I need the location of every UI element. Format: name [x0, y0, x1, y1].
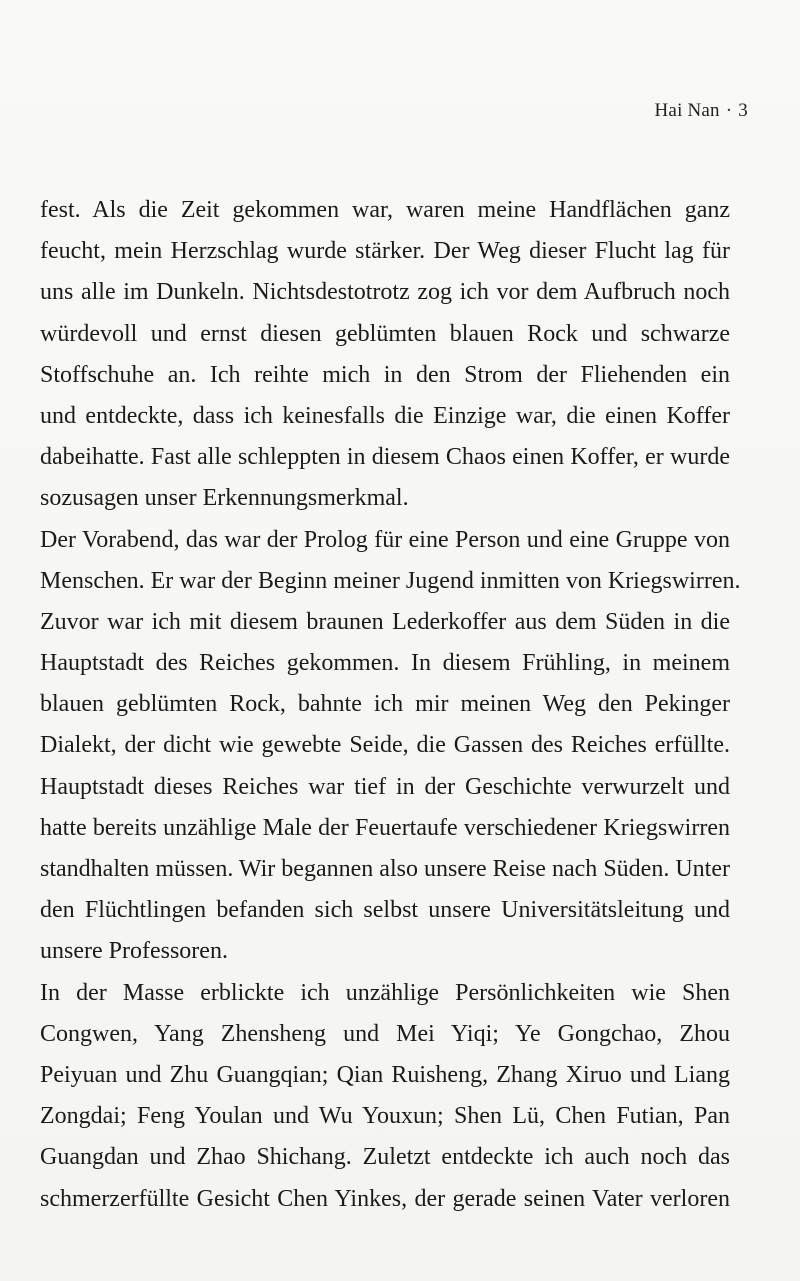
text-line: Hauptstadt dieses Reiches war tief in der Geschichte verwurzelt und [40, 773, 730, 800]
text-line: Der Vorabend, das war der Prolog für eine Person und eine Gruppe von [40, 526, 730, 553]
book-title: Hai Nan [654, 100, 720, 121]
text-line: sozusagen unser Erkennungsmerkmal. [40, 485, 409, 512]
text-line: würdevoll und ernst diesen geblümten blauen Rock und schwarze [40, 320, 730, 347]
text-line: standhalten müssen. Wir begannen also unsere Reise nach Süden. Unter [40, 856, 730, 882]
text-line: hatte bereits unzählige Male der Feuertaufe verschiedener Kriegswirren [40, 814, 730, 841]
text-line: und entdeckte, dass ich keinesfalls die Einzige war, die einen Koffer [40, 402, 730, 429]
text-line: den Flüchtlingen befanden sich selbst unsere Universitätsleitung und [40, 897, 730, 924]
text-line: Dialekt, der dicht wie gewebte Seide, die Gassen des Reiches erfüllte. [40, 732, 730, 759]
body-text [40, 190, 741, 1220]
text-line: Congwen, Yang Zhensheng und Mei Yiqi; Ye Gongchao, Zhou [40, 1020, 730, 1047]
text-line: schmerzerfüllte Gesicht Chen Yinkes, der gerade seinen Vater verloren [40, 1185, 730, 1212]
text-line: dabeihatte. Fast alle schleppten in diesem Chaos einen Koffer, er wurde [40, 444, 730, 471]
text-line: Menschen. Er war der Beginn meiner Jugend inmitten von Kriegswirren. [40, 567, 741, 594]
text-line: In der Masse erblickte ich unzählige Persönlichkeiten wie Shen [40, 979, 730, 1006]
text-line: Hauptstadt des Reiches gekommen. In diesem Frühling, in meinem [40, 650, 730, 677]
text-line: Peiyuan und Zhu Guangqian; Qian Ruisheng, Zhang Xiruo und Liang [40, 1061, 730, 1088]
text-line: fest. Als die Zeit gekommen war, waren meine Handflächen ganz [40, 197, 730, 223]
running-head [655, 100, 748, 122]
text-line: Guangdan und Zhao Shichang. Zuletzt entdeckte ich auch noch das [40, 1144, 730, 1171]
page-number: 3 [738, 100, 748, 121]
text-line: Zuvor war ich mit diesem braunen Lederkoffer aus dem Süden in die [40, 608, 730, 635]
separator-dot: · [725, 100, 733, 121]
text-line: Zongdai; Feng Youlan und Wu Youxun; Shen Lü, Chen Futian, Pan [40, 1103, 730, 1130]
text-line: blauen geblümten Rock, bahnte ich mir meinen Weg den Pekinger [40, 691, 730, 718]
text-line: unsere Professoren. [40, 938, 228, 965]
text-line: Stoffschuhe an. Ich reihte mich in den Strom der Fliehenden ein [40, 361, 730, 388]
text-line: uns alle im Dunkeln. Nichtsdestotrotz zog ich vor dem Aufbruch noch [40, 279, 730, 306]
text-line: feucht, mein Herzschlag wurde stärker. Der Weg dieser Flucht lag für [40, 238, 730, 265]
